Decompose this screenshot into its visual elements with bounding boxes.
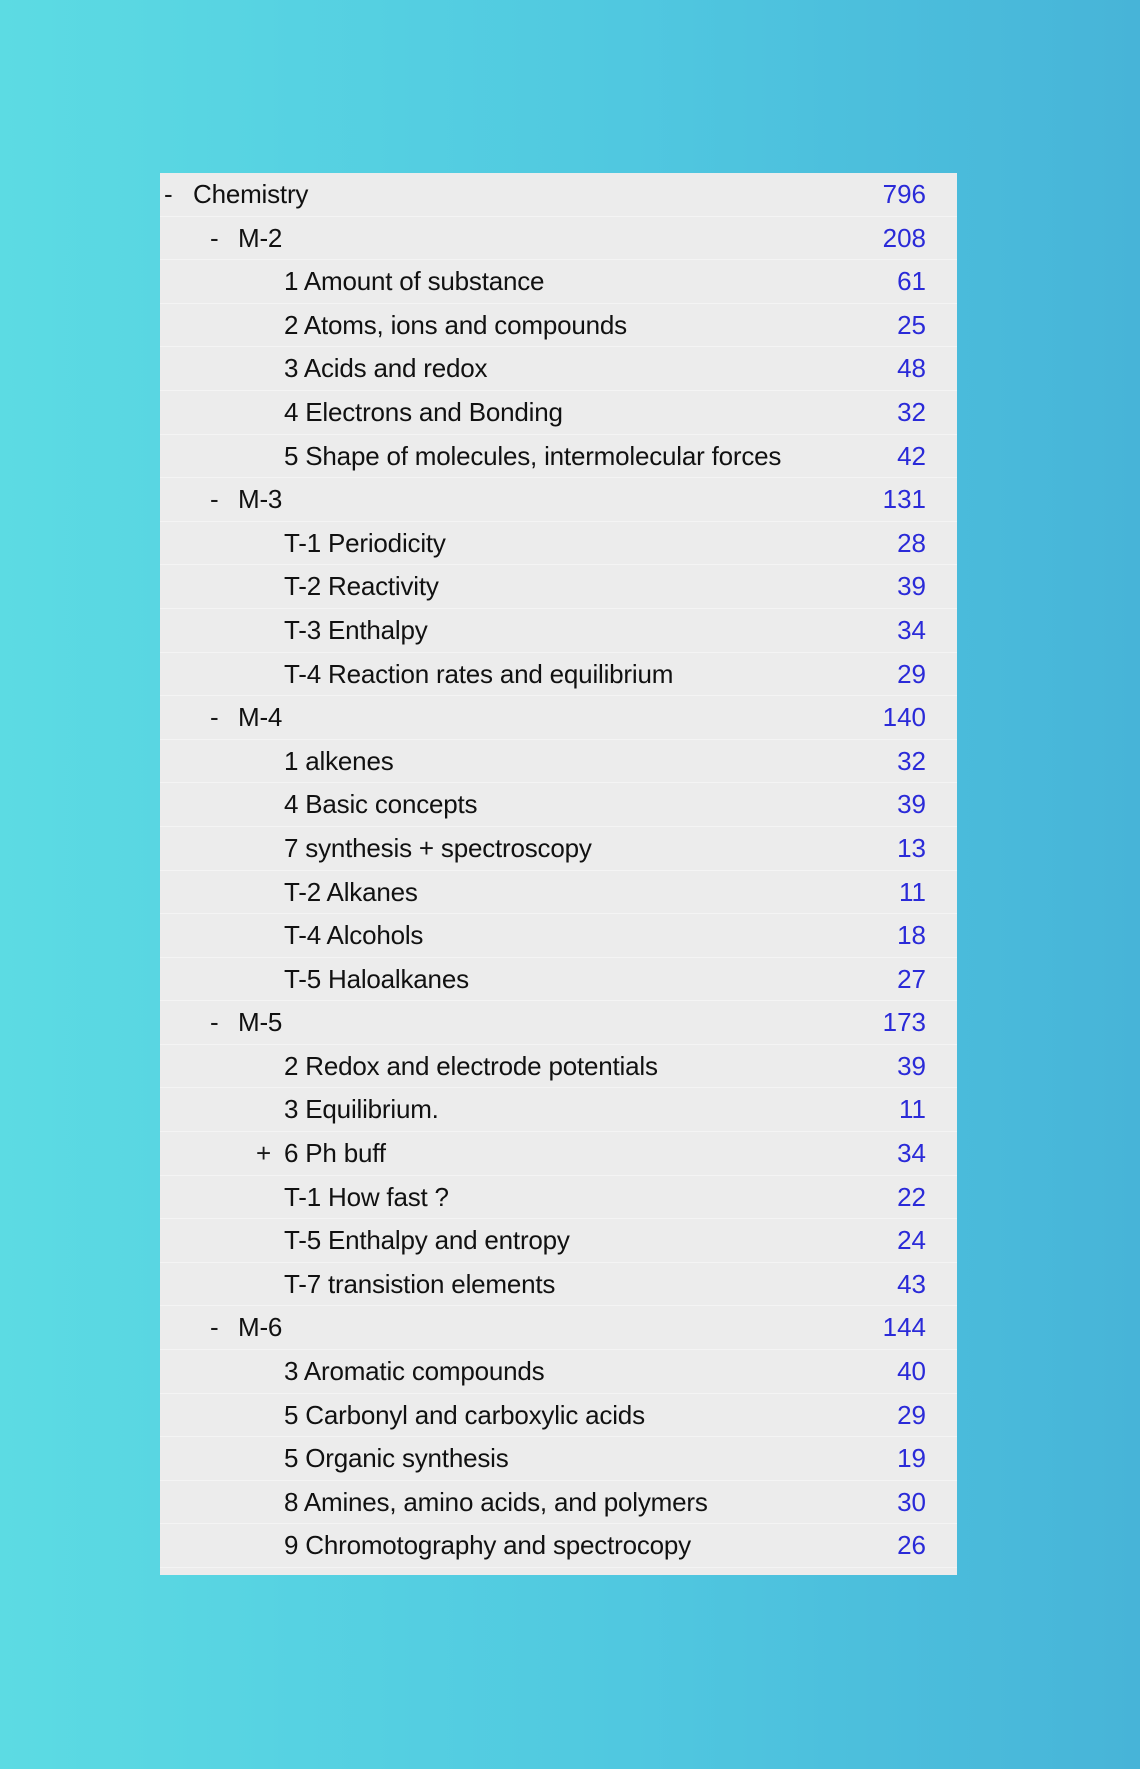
- tree-item-count: 34: [897, 614, 926, 645]
- tree-item-label[interactable]: M-3: [238, 484, 283, 515]
- tree-item-label[interactable]: 5 Shape of molecules, intermolecular forces: [284, 440, 782, 471]
- tree-item-row[interactable]: [160, 522, 957, 566]
- tree-item-label[interactable]: T-3 Enthalpy: [284, 614, 428, 645]
- collapse-toggle[interactable]: -: [164, 179, 173, 209]
- tree-item-row[interactable]: [160, 1524, 957, 1568]
- tree-item-label[interactable]: 6 Ph buff: [284, 1138, 386, 1169]
- tree-item-row[interactable]: [160, 260, 957, 304]
- tree-item-row[interactable]: [160, 347, 957, 391]
- tree-item-row[interactable]: [160, 565, 957, 609]
- tree-item-label[interactable]: T-5 Enthalpy and entropy: [284, 1225, 570, 1256]
- collapse-toggle[interactable]: -: [210, 1312, 219, 1343]
- tree-item-label[interactable]: 2 Redox and electrode potentials: [284, 1050, 658, 1081]
- tree-item-label[interactable]: M-5: [238, 1007, 283, 1038]
- tree-item-label[interactable]: T-1 How fast ?: [284, 1181, 449, 1212]
- tree-item-row[interactable]: [160, 391, 957, 435]
- tree-group-row[interactable]: [160, 478, 957, 522]
- tree-item-count: 32: [897, 396, 926, 427]
- tree-item-label[interactable]: M-2: [238, 222, 283, 253]
- tree-item-row[interactable]: [160, 1045, 957, 1089]
- tree-item-row[interactable]: [160, 914, 957, 958]
- tree-item-count: 61: [897, 266, 926, 297]
- tree-item-label[interactable]: M-4: [238, 702, 283, 733]
- tree-item-label[interactable]: T-2 Alkanes: [284, 876, 418, 907]
- deck-tree-panel: [160, 173, 957, 1575]
- tree-item-label[interactable]: T-4 Alcohols: [284, 920, 424, 951]
- tree-item-label[interactable]: T-5 Haloalkanes: [284, 963, 469, 994]
- tree-item-label[interactable]: T-7 transistion elements: [284, 1268, 556, 1299]
- collapse-toggle[interactable]: -: [210, 1007, 219, 1038]
- tree-item-count: 29: [897, 1399, 926, 1430]
- tree-item-count: 18: [897, 920, 926, 951]
- tree-item-row[interactable]: [160, 1219, 957, 1263]
- tree-item-count: 11: [899, 1094, 926, 1125]
- tree-item-label[interactable]: 1 Amount of substance: [284, 266, 545, 297]
- tree-group-row[interactable]: [160, 1306, 957, 1350]
- tree-item-label[interactable]: Chemistry: [193, 179, 309, 209]
- tree-item-label[interactable]: 2 Atoms, ions and compounds: [284, 309, 627, 340]
- tree-item-row[interactable]: [160, 435, 957, 479]
- tree-item-count: 48: [897, 353, 926, 384]
- tree-item-label[interactable]: T-4 Reaction rates and equilibrium: [284, 658, 674, 689]
- collapse-toggle[interactable]: -: [210, 484, 219, 515]
- tree-item-count: 22: [897, 1181, 926, 1212]
- tree-item-count: 25: [897, 309, 926, 340]
- tree-item-row[interactable]: [160, 871, 957, 915]
- tree-item-row[interactable]: [160, 653, 957, 697]
- tree-item-label[interactable]: 4 Electrons and Bonding: [284, 396, 563, 427]
- tree-item-label[interactable]: 3 Aromatic compounds: [284, 1356, 545, 1387]
- tree-item-count: 140: [882, 702, 926, 733]
- tree-item-label[interactable]: 9 Chromotography and spectrocopy: [284, 1530, 691, 1561]
- tree-item-row[interactable]: [160, 1350, 957, 1394]
- tree-item-count: 144: [882, 1312, 926, 1343]
- tree-item-count: 40: [897, 1356, 926, 1387]
- tree-item-count: 42: [897, 440, 926, 471]
- tree-item-label[interactable]: 7 synthesis + spectroscopy: [284, 832, 592, 863]
- tree-item-label[interactable]: 3 Equilibrium.: [284, 1094, 439, 1125]
- tree-item-row[interactable]: [160, 1088, 957, 1132]
- tree-item-row[interactable]: [160, 304, 957, 348]
- tree-item-row[interactable]: [160, 1394, 957, 1438]
- tree-group-row[interactable]: [160, 217, 957, 261]
- tree-item-count: 32: [897, 745, 926, 776]
- tree-item-label[interactable]: 8 Amines, amino acids, and polymers: [284, 1486, 708, 1517]
- tree-item-row[interactable]: [160, 827, 957, 871]
- tree-item-count: 27: [897, 963, 926, 994]
- tree-item-count: 28: [897, 527, 926, 558]
- tree-item-count: 39: [897, 571, 926, 602]
- tree-group-row[interactable]: [160, 1001, 957, 1045]
- expand-toggle[interactable]: +: [256, 1138, 272, 1169]
- tree-item-count: 11: [899, 876, 926, 907]
- collapse-toggle[interactable]: -: [210, 702, 219, 733]
- tree-item-row[interactable]: [160, 1481, 957, 1525]
- tree-item-row[interactable]: [160, 609, 957, 653]
- tree-item-count: 30: [897, 1486, 926, 1517]
- tree-item-row[interactable]: [160, 740, 957, 784]
- tree-item-count: 19: [897, 1443, 926, 1474]
- tree-item-count: 29: [897, 658, 926, 689]
- tree-item-count: 173: [882, 1007, 926, 1038]
- tree-item-count: 34: [897, 1138, 926, 1169]
- tree-item-label[interactable]: 1 alkenes: [284, 745, 394, 776]
- tree-root-row[interactable]: [160, 173, 957, 217]
- tree-item-count: 26: [897, 1530, 926, 1561]
- tree-group-row[interactable]: [160, 696, 957, 740]
- tree-item-label[interactable]: 3 Acids and redox: [284, 353, 488, 384]
- tree-item-count: 13: [897, 832, 926, 863]
- tree-item-count: 39: [897, 789, 926, 820]
- tree-item-label[interactable]: T-2 Reactivity: [284, 571, 439, 602]
- tree-item-count: 43: [897, 1268, 926, 1299]
- tree-item-label[interactable]: T-1 Periodicity: [284, 527, 446, 558]
- tree-item-row[interactable]: [160, 783, 957, 827]
- tree-item-row[interactable]: [160, 958, 957, 1002]
- tree-item-count: 208: [882, 222, 926, 253]
- tree-item-count: 131: [882, 484, 926, 515]
- tree-item-row[interactable]: [160, 1176, 957, 1220]
- tree-item-count: 24: [897, 1225, 926, 1256]
- tree-item-row[interactable]: [160, 1263, 957, 1307]
- collapse-toggle[interactable]: -: [210, 222, 219, 253]
- tree-item-row[interactable]: [160, 1437, 957, 1481]
- tree-item-row[interactable]: [160, 1132, 957, 1176]
- tree-item-count: 39: [897, 1050, 926, 1081]
- tree-item-label[interactable]: 5 Carbonyl and carboxylic acids: [284, 1399, 645, 1430]
- tree-item-label[interactable]: 4 Basic concepts: [284, 789, 478, 820]
- tree-item-label[interactable]: 5 Organic synthesis: [284, 1443, 509, 1474]
- tree-item-label[interactable]: M-6: [238, 1312, 283, 1343]
- tree-item-count: 796: [882, 179, 926, 209]
